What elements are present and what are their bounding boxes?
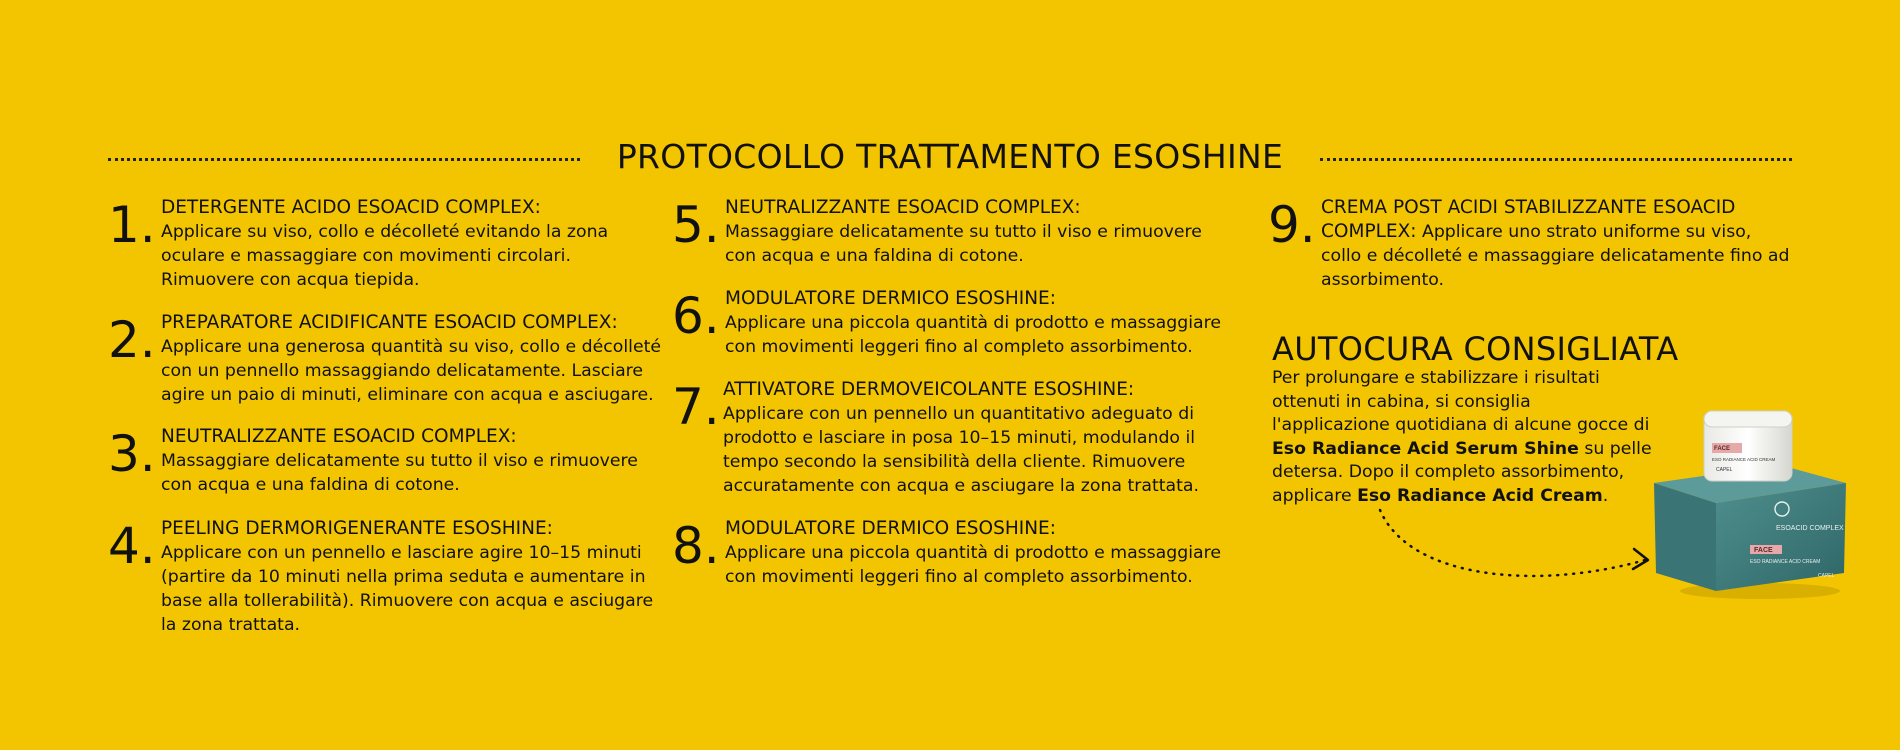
step-body: Applicare con un pennello e lasciare agire 10–15 minuti (partire da 10 minuti nella prima seduta e aumentare in base alla tollerabilità). Rimuovere con acqua e asciugare la zona trattata. [161, 543, 654, 635]
step-number: 3. [108, 425, 156, 483]
step-body: Applicare una piccola quantità di prodotto e massaggiare con movimenti leggeri fino al completo assorbimento. [725, 543, 1221, 587]
step-number: 9. [1268, 196, 1316, 254]
step-body: Applicare su viso, collo e décolleté evitando la zona oculare e massaggiare con movimenti circolari. Rimuovere con acqua tiepida. [161, 222, 609, 290]
step-body-text: Applicare uno strato uniforme su viso, collo e décolleté e massaggiare delicatamente fino ad assorbimento. [1321, 222, 1790, 290]
step-body: Massaggiare delicatamente su tutto il viso e rimuovere con acqua e una faldina di cotone. [725, 222, 1202, 266]
step-title: MODULATORE DERMICO ESOSHINE: [725, 518, 1056, 539]
title-dots-right [1320, 158, 1792, 161]
title-dots-left [108, 158, 580, 161]
step-title: PEELING DERMORIGENERANTE ESOSHINE: [161, 518, 553, 539]
step-title: DETERGENTE ACIDO ESOACID COMPLEX: [161, 197, 541, 218]
step-title: NEUTRALIZZANTE ESOACID COMPLEX: [161, 426, 517, 447]
title-row [108, 137, 1792, 183]
autocura-title: AUTOCURA CONSIGLIATA [1272, 330, 1679, 368]
step-title: CREMA POST ACIDI STABILIZZANTE ESOACID COMPLEX: [1321, 197, 1736, 242]
page-title: PROTOCOLLO TRATTAMENTO ESOSHINE [616, 137, 1284, 176]
autocura-text: Per prolungare e stabilizzare i risultati ottenuti in cabina, si consiglia l'applicazione quotidiana di alcune gocce di [1272, 368, 1650, 435]
dotted-arrow-icon [1370, 505, 1660, 595]
step-number: 1. [108, 196, 156, 254]
step-title: NEUTRALIZZANTE ESOACID COMPLEX: [725, 197, 1081, 218]
autocura-text: . [1602, 485, 1609, 506]
step-body: Applicare con un pennello un quantitativo adeguato di prodotto e lasciare in posa 10–15 minuti, modulando il tempo secondo la sensibilità della cliente. Rimuovere accuratamente con acqua e asciugare la zona trattata. [723, 404, 1199, 496]
step-title: PREPARATORE ACIDIFICANTE ESOACID COMPLEX: [161, 312, 618, 333]
box-label: ESO RADIANCE ACID CREAM [1750, 559, 1821, 565]
jar-maker: CAPEL [1716, 467, 1733, 473]
step-title: MODULATORE DERMICO ESOSHINE: [725, 288, 1056, 309]
step-number: 4. [108, 517, 156, 575]
step-body [1321, 196, 1791, 292]
box-maker: CAPEL [1818, 573, 1835, 579]
step-body: Applicare una piccola quantità di prodotto e massaggiare con movimenti leggeri fino al completo assorbimento. [725, 313, 1221, 357]
product-image [1650, 405, 1850, 605]
step-body: Massaggiare delicatamente su tutto il viso e rimuovere con acqua e una faldina di cotone. [161, 451, 638, 495]
autocura-body [1272, 367, 1652, 508]
product-name-serum: Eso Radiance Acid Serum Shine [1272, 438, 1579, 459]
step-body: Applicare una generosa quantità su viso, collo e décolleté con un pennello massaggiando delicatamente. Lasciare agire un paio di minuti, eliminare con acqua e asciugare. [161, 337, 661, 405]
product-name-cream: Eso Radiance Acid Cream [1357, 485, 1603, 506]
step-number: 7. [672, 378, 720, 436]
step-number: 5. [672, 196, 720, 254]
box-line: FACE [1754, 547, 1773, 554]
jar-label: ESO RADIANCE ACID CREAM [1712, 457, 1776, 462]
step-number: 8. [672, 517, 720, 575]
autocura-text: su pelle detersa. Dopo il completo assorbimento, applicare [1272, 438, 1652, 506]
step-title: ATTIVATORE DERMOVEICOLANTE ESOSHINE: [723, 379, 1135, 400]
jar-line: FACE [1714, 446, 1731, 452]
box-brand: ESOACID COMPLEX [1776, 525, 1844, 532]
step-number: 6. [672, 287, 720, 345]
step-number: 2. [108, 311, 156, 369]
